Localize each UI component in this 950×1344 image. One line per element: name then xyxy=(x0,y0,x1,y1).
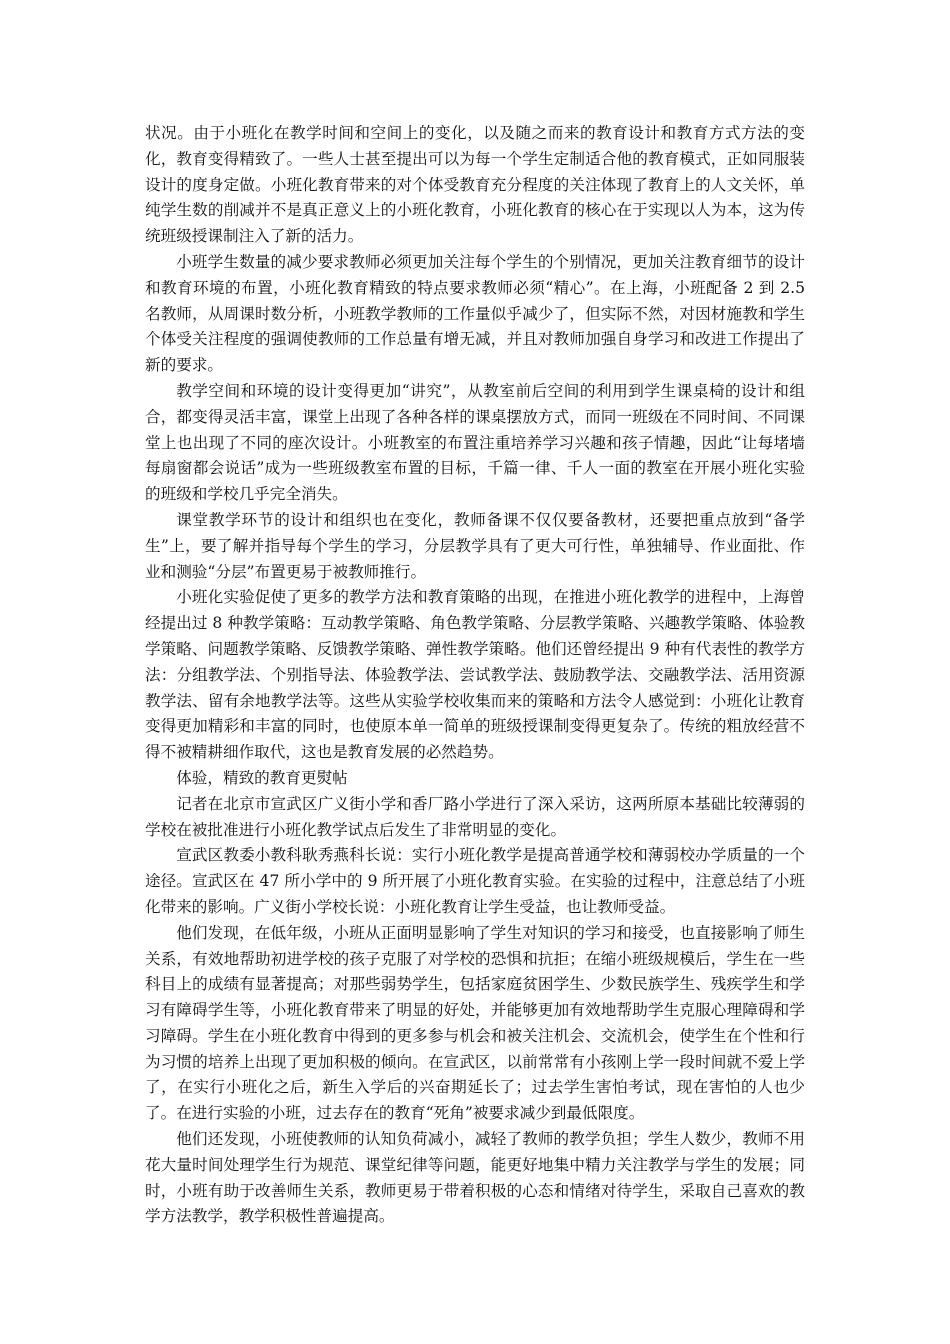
paragraph-2: 小班学生数量的减少要求教师必须更加关注每个学生的个别情况，更加关注教育细节的设计和教育环境的布置，小班化教育精致的特点要求教师必须“精心”。在上海，小班配备 2 到 2.5 名教师，从周课时数分析，小班教学教师的工作量似乎减少了，但实际不然，对因材施教和学生个体受关注程度的强调使教师的工作总量有增无减，并且对教师加强自身学习和改进工作提出了新的要求。 xyxy=(145,252,805,375)
paragraph-4: 课堂教学环节的设计和组织也在变化，教师备课不仅仅要备教材，还要把重点放到“备学生”上，要了解并指导每个学生的学习，分层教学具有了更大可行性，单独辅导、作业面批、作业和测验“分层”布置更易于被教师推行。 xyxy=(145,510,805,581)
document-body xyxy=(145,121,805,1230)
paragraph-3: 教学空间和环境的设计变得更加“讲究”，从教室前后空间的利用到学生课桌椅的设计和组合，都变得灵活丰富，课堂上出现了各种各样的课桌摆放方式，而同一班级在不同时间、不同课堂上也出现了不同的座次设计。小班教室的布置注重培养学习兴趣和孩子情趣，因此“让每堵墙每扇窗都会说话”成为一些班级教室布置的目标，千篇一律、千人一面的教室在开展小班化实验的班级和学校几乎完全消失。 xyxy=(145,381,805,504)
paragraph-1: 状况。由于小班化在教学时间和空间上的变化，以及随之而来的教育设计和教育方式方法的变化，教育变得精致了。一些人士甚至提出可以为每一个学生定制适合他的教育模式，正如同服装设计的度身定做。小班化教育带来的对个体受教育充分程度的关注体现了教育上的人文关怀，单纯学生数的削减并不是真正意义上的小班化教育，小班化教育的核心在于实现以人为本，这为传统班级授课制注入了新的活力。 xyxy=(145,124,805,246)
paragraph-6: 记者在北京市宣武区广义街小学和香厂路小学进行了深入采访，这两所原本基础比较薄弱的学校在被批准进行小班化教学试点后发生了非常明显的变化。 xyxy=(145,794,805,839)
paragraph-9: 他们还发现，小班使教师的认知负荷减小，减轻了教师的教学负担；学生人数少，教师不用花大量时间处理学生行为规范、课堂纪律等问题，能更好地集中精力关注教学与学生的发展；同时，小班有助于改善师生关系，教师更易于带着积极的心态和情绪对待学生，采取自己喜欢的教学方法教学，教学积极性普遍提高。 xyxy=(145,1130,805,1226)
section-heading: 体验，精致的教育更熨帖 xyxy=(176,768,348,787)
paragraph-8: 他们发现，在低年级，小班从正面明显影响了学生对知识的学习和接受，也直接影响了师生关系，有效地帮助初进学校的孩子克服了对学校的恐惧和抗拒；在缩小班级规模后，学生在一些科目上的成绩有显著提高；对那些弱势学生，包括家庭贫困学生、少数民族学生、残疾学生和学习有障碍学生等，小班化教育带来了明显的好处，并能够更加有效地帮助学生克服心理障碍和学习障碍。学生在小班化教育中得到的更多参与机会和被关注机会、交流机会，使学生在个性和行为习惯的培养上出现了更加积极的倾向。在宣武区，以前常常有小孩刚上学一段时间就不爱上学了，在实行小班化之后，新生入学后的兴奋期延长了；过去学生害怕考试，现在害怕的人也少了。在进行实验的小班，过去存在的教育“死角”被要求减少到最低限度。 xyxy=(145,923,805,1123)
paragraph-5: 小班化实验促使了更多的教学方法和教育策略的出现，在推进小班化教学的进程中，上海曾经提出过 8 种教学策略：互动教学策略、角色教学策略、分层教学策略、兴趣教学策略、体验教学策略、问题教学策略、反馈教学策略、弹性教学策略。他们还曾经提出 9 种有代表性的教学方法：分组教学法、个别指导法、体验教学法、尝试教学法、鼓励教学法、交融教学法、活用资源教学法、留有余地教学法等。这些从实验学校收集而来的策略和方法令人感觉到：小班化让教育变得更加精彩和丰富的同时，也使原本单一简单的班级授课制变得更复杂了。传统的粗放经营不得不被精耕细作取代，这也是教育发展的必然趋势。 xyxy=(145,588,805,762)
paragraph-7: 宣武区教委小教科耿秀燕科长说：实行小班化教学是提高普通学校和薄弱校办学质量的一个途径。宣武区在 47 所小学中的 9 所开展了小班化教育实验。在实验的过程中，注意总结了小班化带来的影响。广义街小学校长说：小班化教育让学生受益，也让教师受益。 xyxy=(145,846,805,916)
